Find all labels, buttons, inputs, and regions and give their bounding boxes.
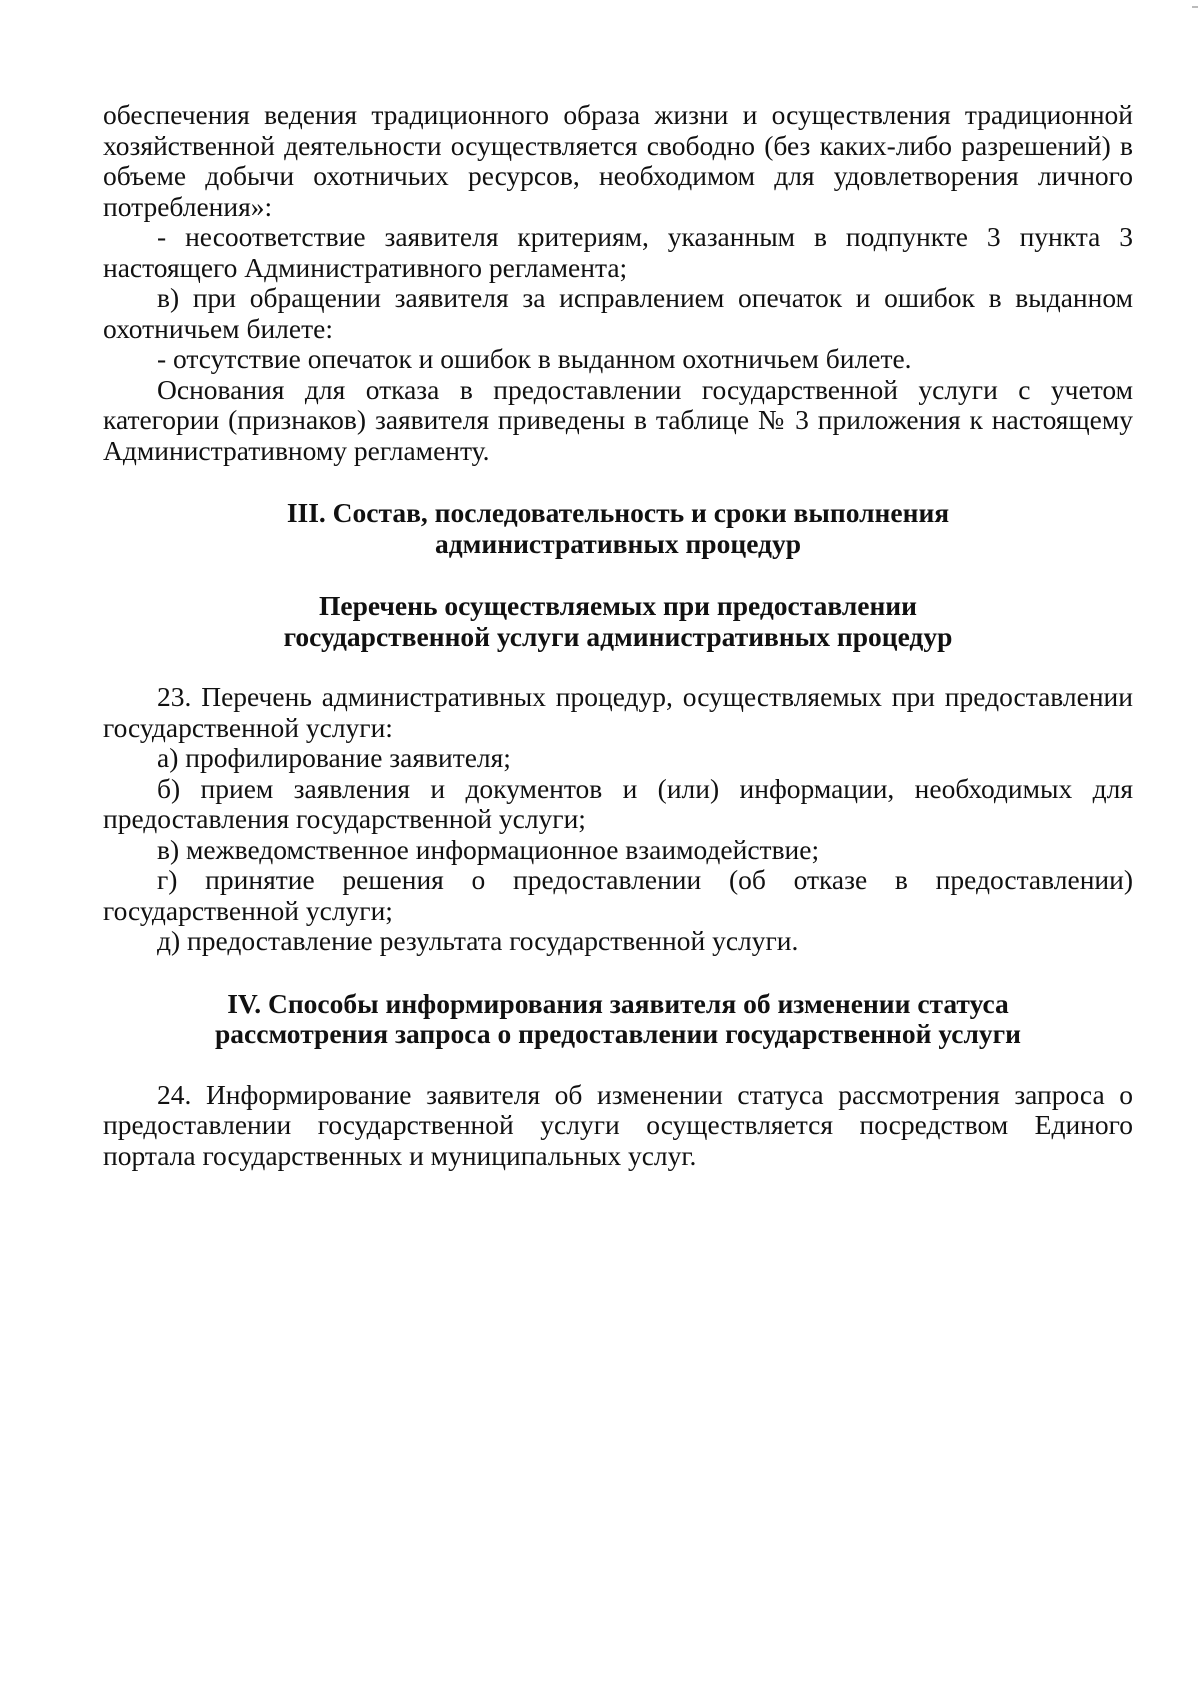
section-3-heading-line-1: III. Состав, последовательность и сроки выполнения	[286, 497, 950, 528]
clause-23-item-a: а) профилирование заявителя;	[157, 742, 511, 773]
section-4-heading-line-2: рассмотрения запроса о предоставлении государственной услуги	[214, 1018, 1021, 1049]
section-4-heading	[103, 989, 1133, 1050]
section-4-heading-line-1: IV. Способы информирования заявителя об изменении статуса	[227, 987, 1009, 1019]
clause-23-item-g: г) принятие решения о предоставлении (об отказе в предоставлении) государственной услуги;	[103, 864, 1133, 926]
nonconformity-item: - несоответствие заявителя критериям, указанным в подпункте 3 пункта 3 настоящего Административного регламента;	[103, 221, 1133, 283]
intro-paragraph: обеспечения ведения традиционного образа жизни и осуществления традиционной хозяйственной деятельности осуществляется свободно (без каких-либо разрешений) в объеме добычи охотничьих ресурсов, необходимом для удовлетворения личного потребления»:	[103, 99, 1133, 222]
clause-23-item-v: в) межведомственное информационное взаимодействие;	[157, 833, 820, 865]
correction-item: в) при обращении заявителя за исправлением опечаток и ошибок в выданном охотничьем билете:	[103, 282, 1133, 344]
no-errors-item: - отсутствие опечаток и ошибок в выданном охотничьем билете.	[157, 343, 912, 374]
document-body	[103, 100, 1133, 1171]
clause-24-paragraph: 24. Информирование заявителя об изменении статуса рассмотрения запроса о предоставлении государственной услуги осуществляется посредством Единого портала государственных и муниципальных услуг.	[103, 1078, 1133, 1171]
section-3-heading-line-2: административных процедур	[435, 527, 801, 559]
procedures-list-heading-line-2: государственной услуги административных процедур	[283, 620, 953, 652]
clause-23-item-b: б) прием заявления и документов и (или) информации, необходимых для предоставления государственной услуги;	[103, 772, 1133, 834]
clause-23-intro: 23. Перечень административных процедур, осуществляемых при предоставлении государственной услуги:	[103, 681, 1133, 743]
section-3-heading	[103, 498, 1133, 559]
scan-speck	[1192, 6, 1198, 8]
refusal-grounds-paragraph: Основания для отказа в предоставлении государственной услуги с учетом категории (признаков) заявителя приведены в таблице № 3 приложения к настоящему Административному регламенту.	[103, 373, 1133, 466]
procedures-list-heading-line-1: Перечень осуществляемых при предоставлении	[319, 590, 917, 621]
procedures-list-heading	[103, 591, 1133, 652]
clause-23-item-d: д) предоставление результата государственной услуги.	[157, 925, 799, 956]
